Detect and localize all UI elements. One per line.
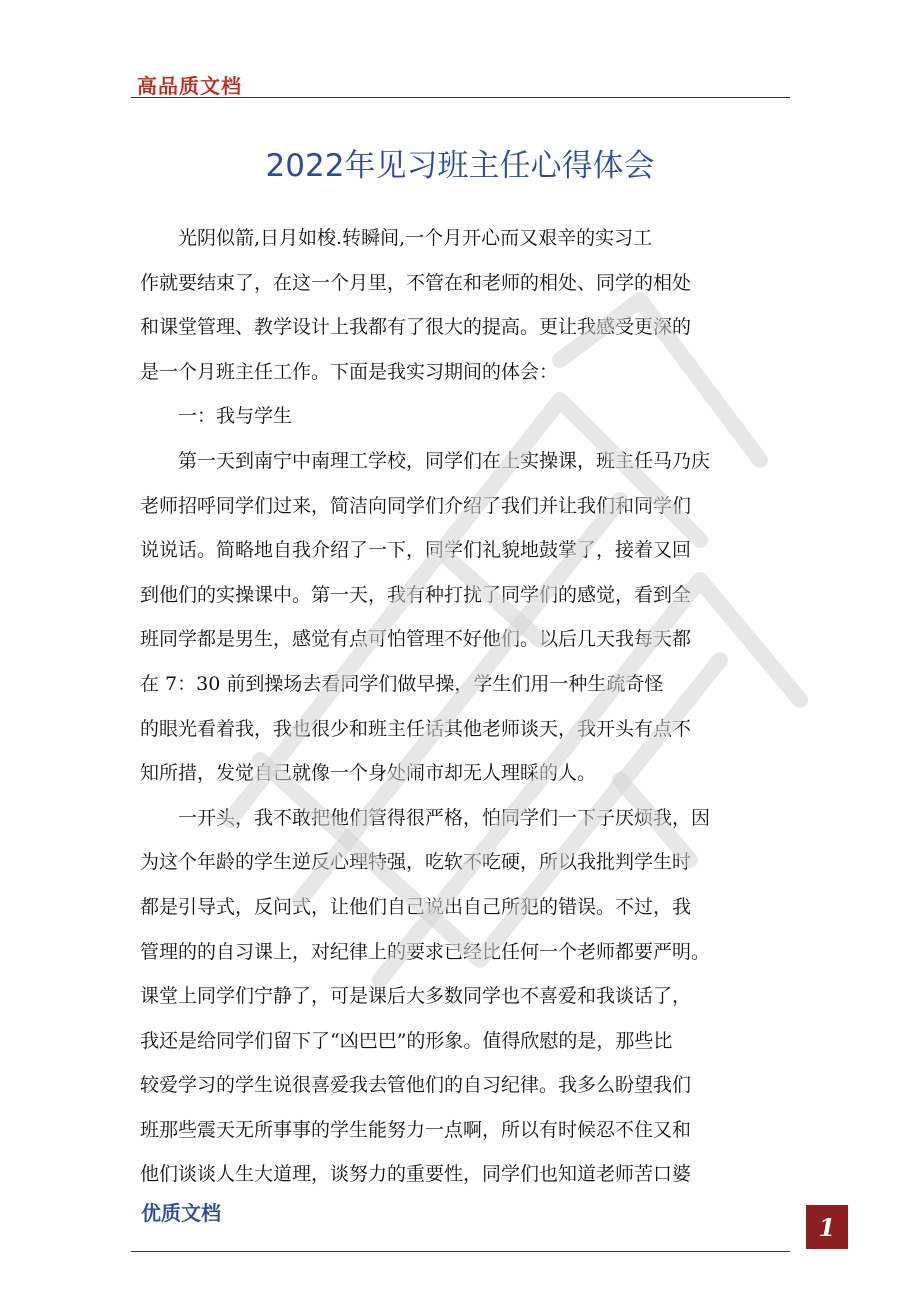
text-line: 课堂上同学们宁静了，可是课后大多数同学也不喜爱和我谈话了， — [140, 985, 692, 1008]
text-line: 知所措，发觉自己就像一个身处闹市却无人理睬的人。 — [140, 762, 597, 785]
text-line: 的眼光看着我，我也很少和班主任话其他老师谈天，我开头有点不 — [140, 717, 692, 740]
section-heading: 一：我与学生 — [140, 405, 293, 428]
document-body — [140, 216, 800, 1197]
page-number-badge — [806, 1205, 848, 1249]
text-line: 他们谈谈人生大道理，谈努力的重要性，同学们也知道老师苦口婆 — [140, 1163, 692, 1186]
text-line: 为这个年龄的学生逆反心理特强，吃软不吃硬，所以我批判学生时 — [140, 851, 692, 874]
text-line: 说说话。简略地自我介绍了一下，同学们礼貌地鼓掌了，接着又回 — [140, 539, 692, 562]
document-title: 2022年见习班主任心得体会 — [265, 148, 655, 184]
text-line: 和课堂管理、教学设计上我都有了很大的提高。更让我感受更深的 — [140, 316, 692, 339]
header-divider — [131, 97, 790, 98]
text-line: 管理的的自习课上，对纪律上的要求已经比任何一个老师都要严明。 — [140, 940, 711, 963]
text-line: 一开头，我不敢把他们管得很严格，怕同学们一下子厌烦我，因 — [140, 806, 711, 829]
text-line: 在 7：30 前到操场去看同学们做早操，学生们用一种生疏奇怪 — [140, 672, 664, 695]
text-line: 到他们的实操课中。第一天，我有种打扰了同学们的感觉，看到全 — [140, 583, 692, 606]
footer-divider — [131, 1251, 790, 1252]
text-line: 我还是给同学们留下了“凶巴巴”的形象。值得欣慰的是，那些比 — [140, 1029, 673, 1052]
text-line: 光阴似箭,日月如梭.转瞬间,一个月开心而又艰辛的实习工 — [140, 227, 653, 249]
header-label: 高品质文档 — [137, 74, 242, 98]
text-line: 都是引导式，反问式，让他们自己说出自己所犯的错误。不过，我 — [140, 895, 692, 918]
text-line: 是一个月班主任工作。下面是我实习期间的体会： — [140, 360, 559, 383]
text-line: 第一天到南宁中南理工学校，同学们在上实操课，班主任马乃庆 — [140, 449, 711, 472]
text-line: 班同学都是男生，感觉有点可怕管理不好他们。以后几天我每天都 — [140, 628, 692, 651]
text-line: 老师招呼同学们过来，简洁向同学们介绍了我们并让我们和同学们 — [140, 494, 692, 517]
text-line: 班那些震天无所事事的学生能努力一点啊，所以有时候忍不住又和 — [140, 1118, 692, 1141]
page-number: 1 — [818, 1213, 836, 1242]
text-line: 较爱学习的学生说很喜爱我去管他们的自习纪律。我多么盼望我们 — [140, 1074, 692, 1097]
text-line: 作就要结束了，在这一个月里，不管在和老师的相处、同学的相处 — [140, 271, 692, 294]
footer-label: 优质文档 — [141, 1201, 221, 1225]
